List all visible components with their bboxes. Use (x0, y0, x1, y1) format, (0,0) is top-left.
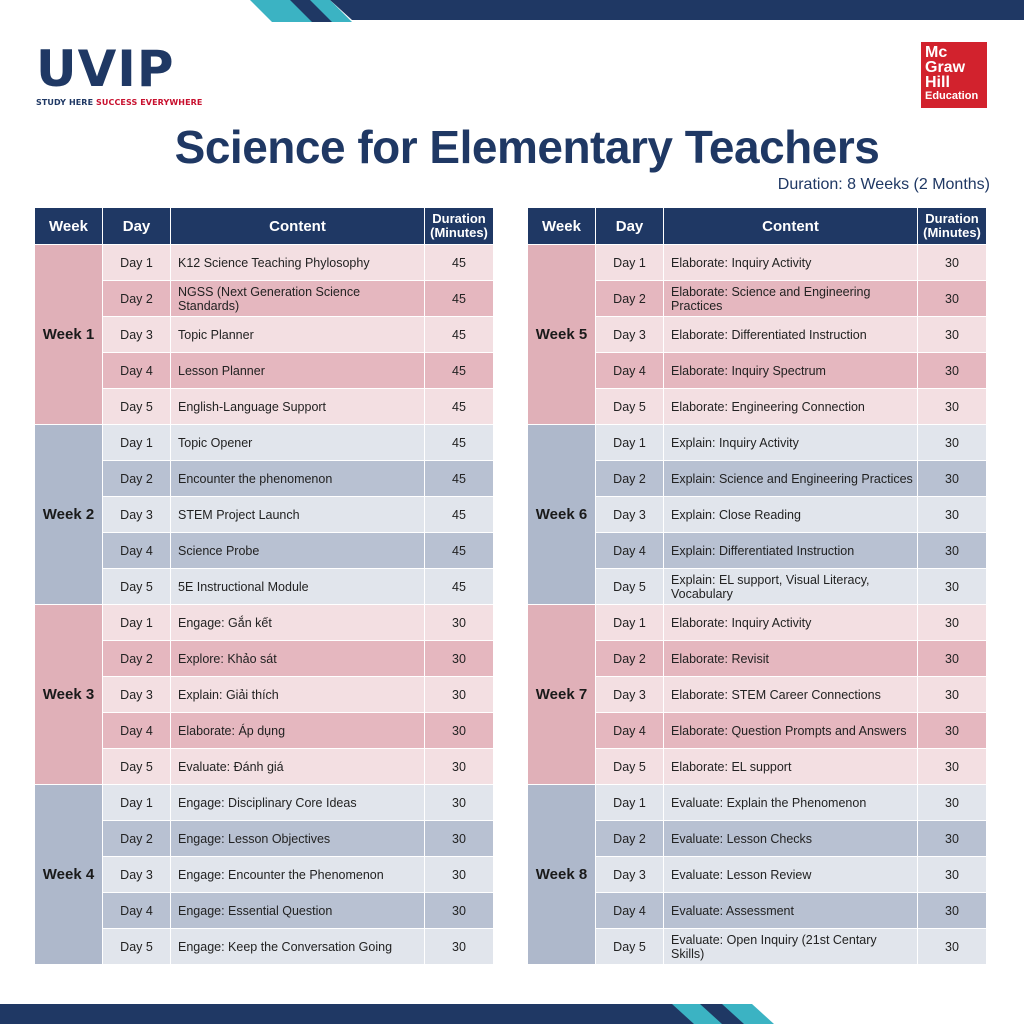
day-cell: Day 3 (596, 497, 664, 533)
content-cell: Engage: Encounter the Phenomenon (171, 857, 425, 893)
day-cell: Day 2 (596, 461, 664, 497)
duration-cell: 45 (425, 389, 494, 425)
content-cell: Evaluate: Open Inquiry (21st Centary Skills) (664, 929, 918, 965)
table-row (35, 929, 494, 965)
duration-cell: 30 (918, 497, 987, 533)
table-row (528, 713, 987, 749)
tagline-study-here: STUDY HERE (36, 98, 97, 107)
day-cell: Day 4 (596, 533, 664, 569)
content-cell: Explain: Differentiated Instruction (664, 533, 918, 569)
day-cell: Day 2 (103, 821, 171, 857)
content-cell: Elaborate: Differentiated Instruction (664, 317, 918, 353)
content-cell: Evaluate: Lesson Checks (664, 821, 918, 857)
table-row (35, 533, 494, 569)
header-week: Week (35, 208, 103, 245)
table-row (528, 605, 987, 641)
table-row (528, 461, 987, 497)
table-row (528, 785, 987, 821)
day-cell: Day 3 (103, 857, 171, 893)
day-cell: Day 1 (103, 605, 171, 641)
header-day: Day (596, 208, 664, 245)
duration-cell: 30 (918, 533, 987, 569)
content-cell: Elaborate: Question Prompts and Answers (664, 713, 918, 749)
duration-cell: 45 (425, 569, 494, 605)
table-row (528, 677, 987, 713)
duration-cell: 45 (425, 281, 494, 317)
table-row (35, 281, 494, 317)
day-cell: Day 1 (596, 425, 664, 461)
content-cell: Engage: Essential Question (171, 893, 425, 929)
table-row (35, 677, 494, 713)
top-decorative-band (0, 0, 1024, 22)
day-cell: Day 1 (596, 605, 664, 641)
day-cell: Day 5 (103, 749, 171, 785)
table-row (528, 245, 987, 281)
duration-cell: 30 (425, 677, 494, 713)
table-body-right (528, 245, 987, 965)
content-cell: English-Language Support (171, 389, 425, 425)
table-row (528, 353, 987, 389)
header-content: Content (664, 208, 918, 245)
table-row (528, 497, 987, 533)
content-cell: Encounter the phenomenon (171, 461, 425, 497)
table-row (528, 317, 987, 353)
uvip-tagline (36, 98, 206, 107)
duration-cell: 30 (918, 569, 987, 605)
duration-cell: 30 (425, 605, 494, 641)
mcgraw-logo-line: Graw (925, 59, 966, 76)
duration-cell: 30 (918, 713, 987, 749)
table-row (35, 785, 494, 821)
table-row (35, 713, 494, 749)
content-cell: Elaborate: Science and Engineering Practices (664, 281, 918, 317)
table-row (528, 425, 987, 461)
content-cell: Elaborate: EL support (664, 749, 918, 785)
day-cell: Day 4 (103, 893, 171, 929)
content-cell: Elaborate: STEM Career Connections (664, 677, 918, 713)
week-label: Week 1 (35, 245, 103, 425)
duration-cell: 30 (425, 893, 494, 929)
content-cell: K12 Science Teaching Phylosophy (171, 245, 425, 281)
content-cell: Explain: Close Reading (664, 497, 918, 533)
table-row (528, 533, 987, 569)
day-cell: Day 3 (596, 317, 664, 353)
week-label: Week 5 (528, 245, 596, 425)
table-row (35, 857, 494, 893)
duration-cell: 30 (425, 749, 494, 785)
mcgraw-logo-line: Hill (925, 74, 950, 91)
duration-cell: 30 (425, 857, 494, 893)
table-row (35, 569, 494, 605)
week-label: Week 8 (528, 785, 596, 965)
duration-cell: 45 (425, 353, 494, 389)
day-cell: Day 1 (596, 785, 664, 821)
table-row (35, 821, 494, 857)
content-cell: Elaborate: Inquiry Spectrum (664, 353, 918, 389)
duration-cell: 30 (918, 749, 987, 785)
duration-cell: 30 (918, 857, 987, 893)
day-cell: Day 5 (596, 569, 664, 605)
duration-cell: 45 (425, 425, 494, 461)
day-cell: Day 5 (103, 389, 171, 425)
content-cell: Topic Opener (171, 425, 425, 461)
content-cell: Elaborate: Engineering Connection (664, 389, 918, 425)
duration-cell: 30 (918, 245, 987, 281)
schedule-table-weeks-5-8 (527, 207, 987, 965)
duration-cell: 30 (425, 641, 494, 677)
course-duration: Duration: 8 Weeks (2 Months) (777, 176, 990, 193)
day-cell: Day 3 (103, 497, 171, 533)
content-cell: STEM Project Launch (171, 497, 425, 533)
content-cell: Explain: EL support, Visual Literacy, Vocabulary (664, 569, 918, 605)
table-body-left (35, 245, 494, 965)
duration-cell: 45 (425, 317, 494, 353)
table-row (35, 389, 494, 425)
duration-cell: 30 (918, 641, 987, 677)
day-cell: Day 2 (596, 641, 664, 677)
content-cell: Explain: Giải thích (171, 677, 425, 713)
day-cell: Day 1 (596, 245, 664, 281)
week-label: Week 3 (35, 605, 103, 785)
table-row (35, 245, 494, 281)
duration-cell: 45 (425, 497, 494, 533)
header-duration (425, 208, 494, 245)
schedule-table-weeks-1-4 (34, 207, 494, 965)
header-duration-line1: Duration (925, 211, 979, 226)
day-cell: Day 5 (596, 389, 664, 425)
day-cell: Day 3 (596, 677, 664, 713)
day-cell: Day 4 (596, 353, 664, 389)
header-duration-line1: Duration (432, 211, 486, 226)
day-cell: Day 4 (103, 713, 171, 749)
header-week: Week (528, 208, 596, 245)
duration-cell: 30 (425, 713, 494, 749)
duration-cell: 30 (918, 821, 987, 857)
duration-cell: 30 (918, 425, 987, 461)
uvip-logo (36, 40, 206, 108)
week-label: Week 4 (35, 785, 103, 965)
table-row (35, 461, 494, 497)
content-cell: NGSS (Next Generation Science Standards) (171, 281, 425, 317)
duration-cell: 30 (918, 353, 987, 389)
content-cell: Evaluate: Explain the Phenomenon (664, 785, 918, 821)
day-cell: Day 2 (596, 281, 664, 317)
day-cell: Day 5 (596, 749, 664, 785)
duration-cell: 30 (425, 929, 494, 965)
duration-cell: 30 (918, 677, 987, 713)
table-row (528, 389, 987, 425)
table-header-row (528, 208, 987, 245)
mcgraw-logo-line: Education (925, 90, 979, 102)
table-row (35, 425, 494, 461)
table-row (35, 749, 494, 785)
content-cell: Elaborate: Revisit (664, 641, 918, 677)
content-cell: Science Probe (171, 533, 425, 569)
duration-cell: 30 (918, 317, 987, 353)
table-row (35, 641, 494, 677)
day-cell: Day 2 (596, 821, 664, 857)
content-cell: Evaluate: Đánh giá (171, 749, 425, 785)
day-cell: Day 5 (103, 569, 171, 605)
duration-cell: 30 (425, 821, 494, 857)
duration-cell: 30 (918, 389, 987, 425)
content-cell: Elaborate: Inquiry Activity (664, 605, 918, 641)
header-duration-line2: (Minutes) (923, 225, 981, 240)
day-cell: Day 3 (596, 857, 664, 893)
day-cell: Day 5 (596, 929, 664, 965)
tagline-success-everywhere: SUCCESS EVERYWHERE (96, 98, 203, 107)
day-cell: Day 4 (103, 533, 171, 569)
table-row (35, 605, 494, 641)
content-cell: Engage: Lesson Objectives (171, 821, 425, 857)
table-row (528, 749, 987, 785)
duration-cell: 30 (425, 785, 494, 821)
content-cell: Explain: Science and Engineering Practices (664, 461, 918, 497)
table-row (35, 497, 494, 533)
content-cell: Lesson Planner (171, 353, 425, 389)
duration-cell: 30 (918, 785, 987, 821)
day-cell: Day 2 (103, 281, 171, 317)
duration-cell: 30 (918, 605, 987, 641)
day-cell: Day 4 (103, 353, 171, 389)
content-cell: Evaluate: Lesson Review (664, 857, 918, 893)
content-cell: 5E Instructional Module (171, 569, 425, 605)
day-cell: Day 4 (596, 713, 664, 749)
mcgraw-logo-line: Mc (925, 44, 948, 61)
content-cell: Explain: Inquiry Activity (664, 425, 918, 461)
table-row (35, 353, 494, 389)
content-cell: Elaborate: Áp dụng (171, 713, 425, 749)
table-row (528, 929, 987, 965)
duration-cell: 45 (425, 245, 494, 281)
day-cell: Day 1 (103, 245, 171, 281)
duration-cell: 30 (918, 893, 987, 929)
table-row (528, 641, 987, 677)
bottom-decorative-band (0, 1002, 1024, 1024)
content-cell: Engage: Gắn kết (171, 605, 425, 641)
day-cell: Day 3 (103, 317, 171, 353)
day-cell: Day 5 (103, 929, 171, 965)
day-cell: Day 1 (103, 425, 171, 461)
day-cell: Day 1 (103, 785, 171, 821)
week-label: Week 2 (35, 425, 103, 605)
content-cell: Elaborate: Inquiry Activity (664, 245, 918, 281)
mcgraw-hill-logo (921, 42, 987, 108)
table-row (35, 317, 494, 353)
content-cell: Evaluate: Assessment (664, 893, 918, 929)
table-row (528, 569, 987, 605)
day-cell: Day 2 (103, 461, 171, 497)
duration-cell: 45 (425, 461, 494, 497)
content-cell: Topic Planner (171, 317, 425, 353)
duration-cell: 30 (918, 929, 987, 965)
table-row (528, 821, 987, 857)
header-duration (918, 208, 987, 245)
content-cell: Explore: Khảo sát (171, 641, 425, 677)
table-row (528, 857, 987, 893)
table-row (35, 893, 494, 929)
table-row (528, 281, 987, 317)
week-label: Week 7 (528, 605, 596, 785)
header-content: Content (171, 208, 425, 245)
content-cell: Engage: Keep the Conversation Going (171, 929, 425, 965)
uvip-logo-mark: UVIP (36, 40, 175, 98)
content-cell: Engage: Disciplinary Core Ideas (171, 785, 425, 821)
day-cell: Day 3 (103, 677, 171, 713)
day-cell: Day 4 (596, 893, 664, 929)
duration-cell: 45 (425, 533, 494, 569)
table-header-row (35, 208, 494, 245)
duration-cell: 30 (918, 461, 987, 497)
duration-cell: 30 (918, 281, 987, 317)
week-label: Week 6 (528, 425, 596, 605)
header-duration-line2: (Minutes) (430, 225, 488, 240)
page-title: Science for Elementary Teachers (174, 121, 880, 173)
table-row (528, 893, 987, 929)
day-cell: Day 2 (103, 641, 171, 677)
header-day: Day (103, 208, 171, 245)
